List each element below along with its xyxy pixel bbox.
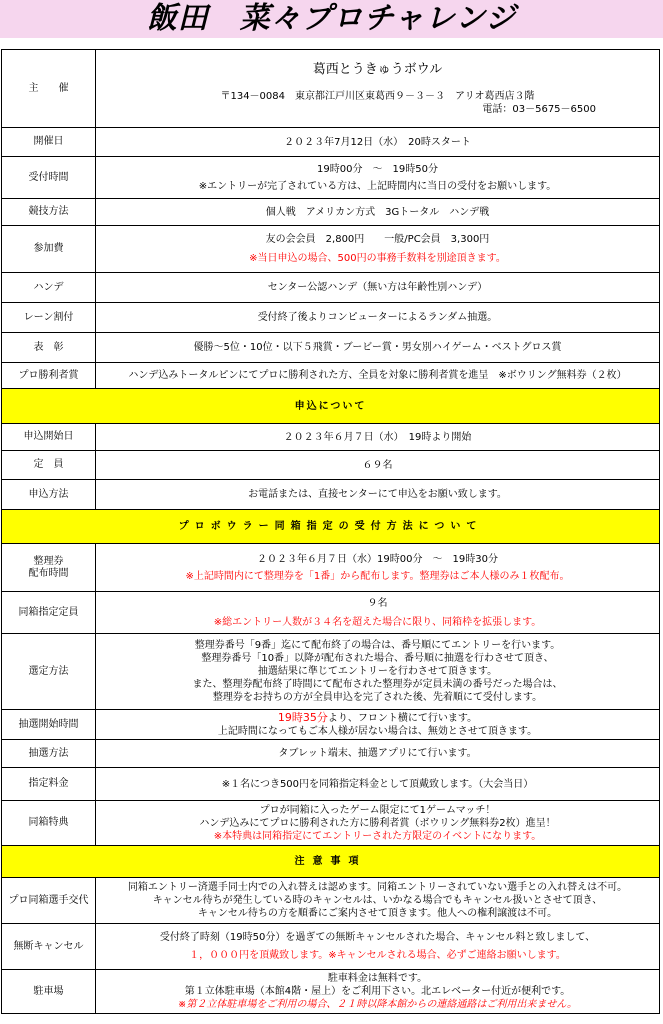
- lottery-start-note: 上記時間になってもご本人様が居ない場合は、無効とさせて頂きます。: [217, 726, 538, 737]
- date-row: [2, 128, 660, 157]
- host-label: 主 催: [2, 50, 96, 128]
- awards-label: 表 彰: [2, 333, 96, 363]
- reception-row: [2, 157, 660, 199]
- capacity-label: 定 員: [2, 451, 96, 480]
- perk-line1: プロが同箱に入ったゲーム限定にて1ゲームマッチ！: [259, 804, 496, 816]
- parking-row: [2, 970, 660, 1014]
- same-box-cap-row: [2, 592, 660, 634]
- capacity-row: [2, 451, 660, 480]
- reception-label: 受付時間: [2, 157, 96, 199]
- same-box-cap-note: ※総エントリー人数が３４名を超えた場合に限り、同箱枠を拡張します。: [213, 616, 542, 628]
- app-method-row: [2, 480, 660, 510]
- no-show-line1: 受付終了時刻（19時50分）を過ぎての無断キャンセルされた場合、キャンセル料と致しまして、: [159, 932, 596, 943]
- capacity-value: ６９名: [362, 459, 393, 471]
- designation-fee-row: [2, 768, 660, 801]
- parking-line1: 駐車料金は無料です。: [327, 973, 428, 984]
- perk-note: ※本特典は同箱指定にてエントリーされた方限定のイベントになります。: [213, 830, 542, 842]
- pro-win-label: プロ勝利者賞: [2, 363, 96, 389]
- fee-note: ※当日申込の場合、500円の事務手数料を別途頂きます。: [249, 253, 506, 264]
- ticket-value: ２０２３年６月７日（水）19時00分 ～ 19時30分: [257, 553, 498, 565]
- perk-line2: ハンデ込みにてプロに勝利された方に勝利者賞（ボウリング無料券2枚）進呈！: [199, 817, 556, 829]
- swap-line: 同箱エントリー済選手同士内での入れ替えは認めます。同箱エントリーされていない選手との入れ替えは不可。: [127, 882, 628, 893]
- lane-label: レーン割付: [2, 303, 96, 333]
- host-address: 〒134－0084 東京都江戸川区東葛西９－３－３ アリオ葛西店３階: [220, 90, 535, 102]
- lottery-start-label: 抽選開始時間: [2, 710, 96, 740]
- section-application: [2, 389, 660, 424]
- host-cell: [96, 50, 660, 128]
- app-method-value: お電話または、直接センターにて申込をお願い致します。: [248, 489, 507, 500]
- lottery-start-text: より、フロント横にて行います。: [327, 713, 478, 724]
- selection-row: [2, 634, 660, 710]
- perk-label: 同箱特典: [2, 801, 96, 846]
- app-method-label: 申込方法: [2, 480, 96, 510]
- pro-win-value: ハンデ込みトータルピンにてプロに勝利された方、全員を対象に勝利者賞を進呈 ※ボウリング無料券（２枚）: [128, 370, 627, 381]
- reception-value: 19時00分 ～ 19時50分: [317, 163, 438, 175]
- section-application-title: 申込について: [2, 389, 660, 424]
- selection-line: 抽選結果に準じてエントリーを行わさせて頂きます。: [257, 666, 498, 677]
- date-value: ２０２３年7月12日（水） 20時スタート: [284, 136, 471, 148]
- lane-value: 受付終了後よりコンピューターによるランダム抽選。: [257, 312, 498, 323]
- handicap-value: センター公認ハンデ（無い方は年齢性別ハンデ）: [267, 282, 488, 293]
- swap-line: キャンセル待ちの方を順番にご案内させて頂きます。他人への権利譲渡は不可。: [197, 908, 558, 919]
- parking-label: 駐車場: [2, 970, 96, 1014]
- selection-label: 選定方法: [2, 634, 96, 710]
- section-same-box-title: プロボウラー同箱指定の受付方法について: [2, 510, 660, 544]
- selection-line: 整理券番号「9番」迄にて配布終了の場合は、番号順にてエントリーを行います。: [194, 640, 561, 651]
- parking-note: ※第２立体駐車場をご利用の場合、２１時以降本館からの連絡通路はご利用出来ません。: [178, 999, 577, 1010]
- host-row: [2, 50, 660, 128]
- awards-value: 優勝～5位・10位・以下５飛賞・ブービー賞・男女別ハイゲーム・ベストグロス賞: [193, 342, 562, 353]
- lane-row: [2, 303, 660, 333]
- section-notes-title: 注意事項: [2, 846, 660, 878]
- app-start-label: 申込開始日: [2, 424, 96, 451]
- swap-label: プロ同箱選手交代: [2, 878, 96, 924]
- selection-line: また、整理券配布終了時間にて配布された整理券が定員未満の番号だった場合は、: [192, 679, 563, 690]
- app-start-row: [2, 424, 660, 451]
- selection-line: 整理券をお持ちの方が全員申込を完了された後、先着順にて受付します。: [212, 692, 543, 703]
- ticket-note: ※上記時間内にて整理券を「1番」から配布します。整理券はご本人様のみ１枚配布。: [185, 570, 570, 582]
- swap-row: [2, 878, 660, 924]
- fee-value: 友の会会員 2,800円 一般/PC会員 3,300円: [265, 234, 490, 245]
- same-box-cap-label: 同箱指定定員: [2, 592, 96, 634]
- no-show-fee: １，０００円を頂戴致します。: [189, 950, 329, 961]
- handicap-label: ハンデ: [2, 273, 96, 303]
- same-box-cap-value: ９名: [367, 597, 388, 609]
- fee-label: 参加費: [2, 226, 96, 273]
- lottery-method-value: タブレット端末、抽選アプリにて行います。: [278, 748, 477, 759]
- lottery-start-value: [99, 711, 656, 725]
- method-label: 競技方法: [2, 199, 96, 226]
- perk-row: [2, 801, 660, 846]
- section-notes: [2, 846, 660, 878]
- lottery-method-row: [2, 740, 660, 768]
- lottery-start-time: 19時35分: [277, 711, 328, 724]
- app-start-value: ２０２３年６月７日（水） 19時より開始: [283, 431, 472, 443]
- host-name: 葛西とうきゅうボウル: [312, 61, 443, 77]
- handicap-row: [2, 273, 660, 303]
- swap-line: キャンセル待ちが発生している時のキャンセルは、いかなる場合でもキャンセル扱いとさせて頂き、: [152, 895, 603, 906]
- awards-row: [2, 333, 660, 363]
- parking-line2: 第１立体駐車場（本館4階・屋上）をご利用下さい。北エレベーター付近が便利です。: [184, 986, 571, 997]
- host-phone: 電話：03－5675－6500: [482, 103, 596, 115]
- selection-line: 整理券番号「10番」以降が配布された場合、番号順に抽選を行わさせて頂き、: [201, 653, 554, 664]
- section-same-box: [2, 510, 660, 544]
- method-row: [2, 199, 660, 226]
- no-show-label: 無断キャンセル: [2, 924, 96, 970]
- designation-fee-value: ※１名につき500円を同箱指定料金として頂戴致します。（大会当日）: [221, 778, 534, 790]
- date-label: 開催日: [2, 128, 96, 157]
- fee-row: [2, 226, 660, 273]
- designation-fee-label: 指定料金: [2, 768, 96, 801]
- lottery-start-row: [2, 710, 660, 740]
- no-show-row: [2, 924, 660, 970]
- page-title: 飯田 菜々プロチャレンジ: [0, 0, 663, 38]
- event-info-table: [1, 49, 660, 1014]
- lottery-method-label: 抽選方法: [2, 740, 96, 768]
- no-show-red: [99, 949, 656, 962]
- no-show-warning: ※キャンセルされる場合、必ずご連絡お願いします。: [328, 950, 566, 961]
- ticket-row: [2, 544, 660, 592]
- pro-win-row: [2, 363, 660, 389]
- ticket-label: 整理券 配布時間: [2, 544, 96, 592]
- reception-note: ※エントリーが完了されている方は、上記時間内に当日の受付をお願いします。: [198, 180, 557, 192]
- method-value: 個人戦 アメリカン方式 3Gトータル ハンデ戦: [265, 206, 490, 218]
